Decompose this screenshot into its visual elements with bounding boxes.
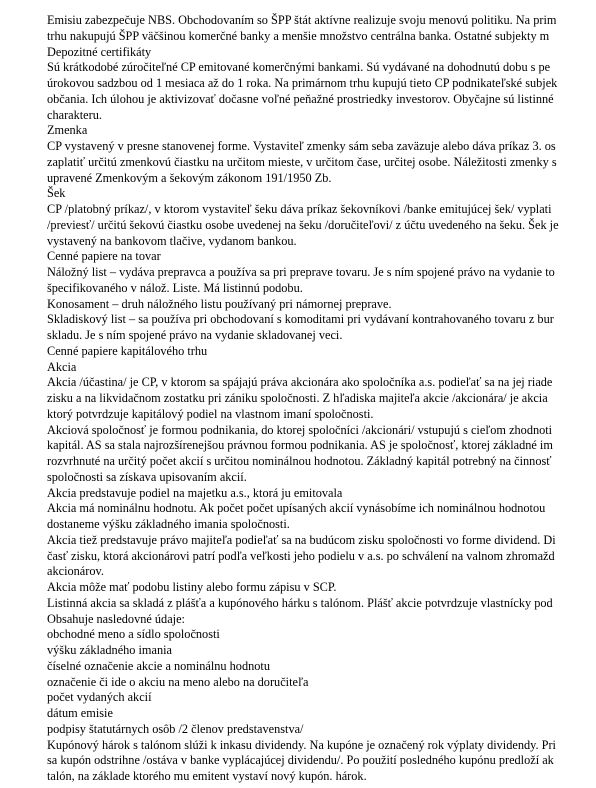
list-item: číselné označenie akcie a nominálnu hodnotu bbox=[47, 658, 270, 673]
section-heading: Akcia bbox=[47, 359, 77, 374]
text-line: ktorý potvrdzuje kapitálový podiel na vlastnom imaní spoločnosti. bbox=[47, 406, 374, 421]
text-line: CP /platobný príkaz/, v ktorom vystaviteľ šeku dáva príkaz šekovníkovi /banke emitujúcej šek/ vyplati bbox=[47, 202, 552, 216]
text-line: Akcia predstavuje podiel na majetku a.s., ktorá ju emitovala bbox=[47, 485, 343, 500]
text-line: sa kupón odstrihne /ostáva v banke vyplácajúcej dividendu/. Po použití posledného kupónu predloží ak bbox=[47, 753, 554, 768]
text-line: Sú krátkodobé zúročiteľné CP emitované komerčnými bankami. Sú vydávané na dohodnutú dobu s pe bbox=[47, 60, 551, 75]
text-line: Skladiskový list – sa používa pri obchodovaní s komoditami pri vydávaní kontrahovaného tovaru z bur bbox=[47, 312, 554, 327]
text-line: Konosament – druh náložného listu používaný pri námornej preprave. bbox=[47, 296, 392, 311]
text-line: úrokovou sadzbou od 1 mesiaca až do 1 roka. Na primárnom trhu kupujú tieto CP podnikateľské subjek bbox=[47, 76, 558, 90]
text-line: Akciová spoločnosť je formou podnikania, do ktorej spoločníci /akcionári/ vstupujú s cieľom zhodnoti bbox=[47, 422, 553, 437]
section-heading: Cenné papiere na tovar bbox=[47, 249, 161, 264]
text-line: upravené Zmenkovým a šekovým zákonom 191/1950 Zb. bbox=[47, 170, 332, 185]
text-line: CP vystavený v presne stanovenej forme. Vystaviteľ zmenky sám seba zaväzuje alebo dáva príkaz 3. os bbox=[47, 139, 556, 153]
list-item: obchodné meno a sídlo spoločnosti bbox=[47, 627, 220, 642]
list-item: dátum emisie bbox=[47, 706, 113, 720]
text-line: Akcia tiež predstavuje právo majiteľa podieľať sa na budúcom zisku spoločnosti vo forme dividend. Di bbox=[47, 532, 556, 547]
text-line: špecifikovaného v nálož. Liste. Má listinnú podobu. bbox=[47, 280, 303, 295]
text-line: charakteru. bbox=[47, 107, 102, 122]
text-line: Obsahuje nasledovné údaje: bbox=[47, 611, 185, 626]
text-line: Akcia má nominálnu hodnotu. Ak počet počet upísaných akcií vynásobíme ich nominálnou hodnotou bbox=[47, 501, 546, 516]
section-heading: Cenné papiere kapitálového trhu bbox=[47, 343, 208, 358]
text-line: kapitál. AS sa stala najrozšírenejšou právnou formou podnikania. AS je spoločnosť, ktorej základné im bbox=[47, 438, 553, 453]
text-line: občania. Ich úlohou je aktivizovať dočasne voľné peňažné prostriedky investorov. Obyčajne sú listinné bbox=[47, 91, 554, 106]
text-line: zaplatiť určitú zmenkovú čiastku na určitom mieste, v určitom čase, určitej osobe. Náležitosti zmenky s bbox=[47, 154, 557, 169]
text-line: Kupónový hárok s talónom slúži k inkasu dividendy. Na kupóne je označený rok výplaty dividendy. Pri bbox=[47, 737, 556, 752]
document-page bbox=[47, 13, 596, 785]
text-line: skladu. Je s ním spojené právo na vydanie skladovanej veci. bbox=[47, 328, 343, 342]
text-line: talón, na základe ktorého mu emitent vystaví nový kupón. hárok. bbox=[47, 769, 367, 783]
text-line: vystavený na bankovom tlačive, vydanom bankou. bbox=[47, 233, 297, 248]
text-line: Emisiu zabezpečuje NBS. Obchodovaním so ŠPP štát aktívne realizuje svoju menovú politiku. Na prim bbox=[47, 13, 557, 27]
section-heading: Depozitné certifikáty bbox=[47, 44, 152, 59]
list-item: výšku základného imania bbox=[47, 643, 172, 657]
text-line: trhu nakupujú ŠPP väčšinou komerčné banky a menšie množstvo centrálna banka. Ostatné subjekty m bbox=[47, 28, 550, 43]
list-item: podpisy štatutárnych osôb /2 členov predstavenstva/ bbox=[47, 721, 304, 736]
text-line: dostaneme výšku základného imania spoločnosti. bbox=[47, 517, 290, 531]
text-line: Akcia /účastina/ je CP, v ktorom sa spájajú práva akcionára ako spoločníka a.s. podieľať sa na jej riade bbox=[47, 375, 553, 390]
section-heading: Zmenka bbox=[47, 123, 88, 138]
list-item: označenie či ide o akciu na meno alebo na doručiteľa bbox=[47, 674, 309, 689]
text-line: spoločnosti sa získava upisovaním akcií. bbox=[47, 469, 247, 484]
text-line: rozvrhnuté na určitý počet akcií s určitou nominálnou hodnotou. Základný kapitál potrebný na činnosť bbox=[47, 454, 552, 468]
text-line: Náložný list – vydáva prepravca a používa sa pri preprave tovaru. Je s ním spojené právo na vydanie to bbox=[47, 265, 555, 279]
text-line: akcionárov. bbox=[47, 564, 104, 579]
text-line: /previesť/ určitú šekovú čiastku osobe uvedenej na šeku /doručiteľovi/ z účtu uvedeného na šeku. Šek je bbox=[47, 217, 559, 232]
section-heading: Šek bbox=[47, 186, 66, 201]
text-line: Listinná akcia sa skladá z plášťa a kupónového hárku s talónom. Plášť akcie potvrdzuje vlastnícky pod bbox=[47, 595, 553, 610]
text-line: Akcia môže mať podobu listiny alebo formu zápisu v SCP. bbox=[47, 580, 337, 594]
text-line: zisku a na likvidačnom zostatku pri zániku spoločnosti. Z hľadiska majiteľa akcie /akcionára/ je akcia bbox=[47, 391, 548, 405]
list-item: počet vydaných akcií bbox=[47, 690, 152, 705]
text-line: časť zisku, ktorá akcionárovi patrí podľa veľkosti jeho podielu v a.s. po schválení na valnom zhromažd bbox=[47, 548, 555, 563]
